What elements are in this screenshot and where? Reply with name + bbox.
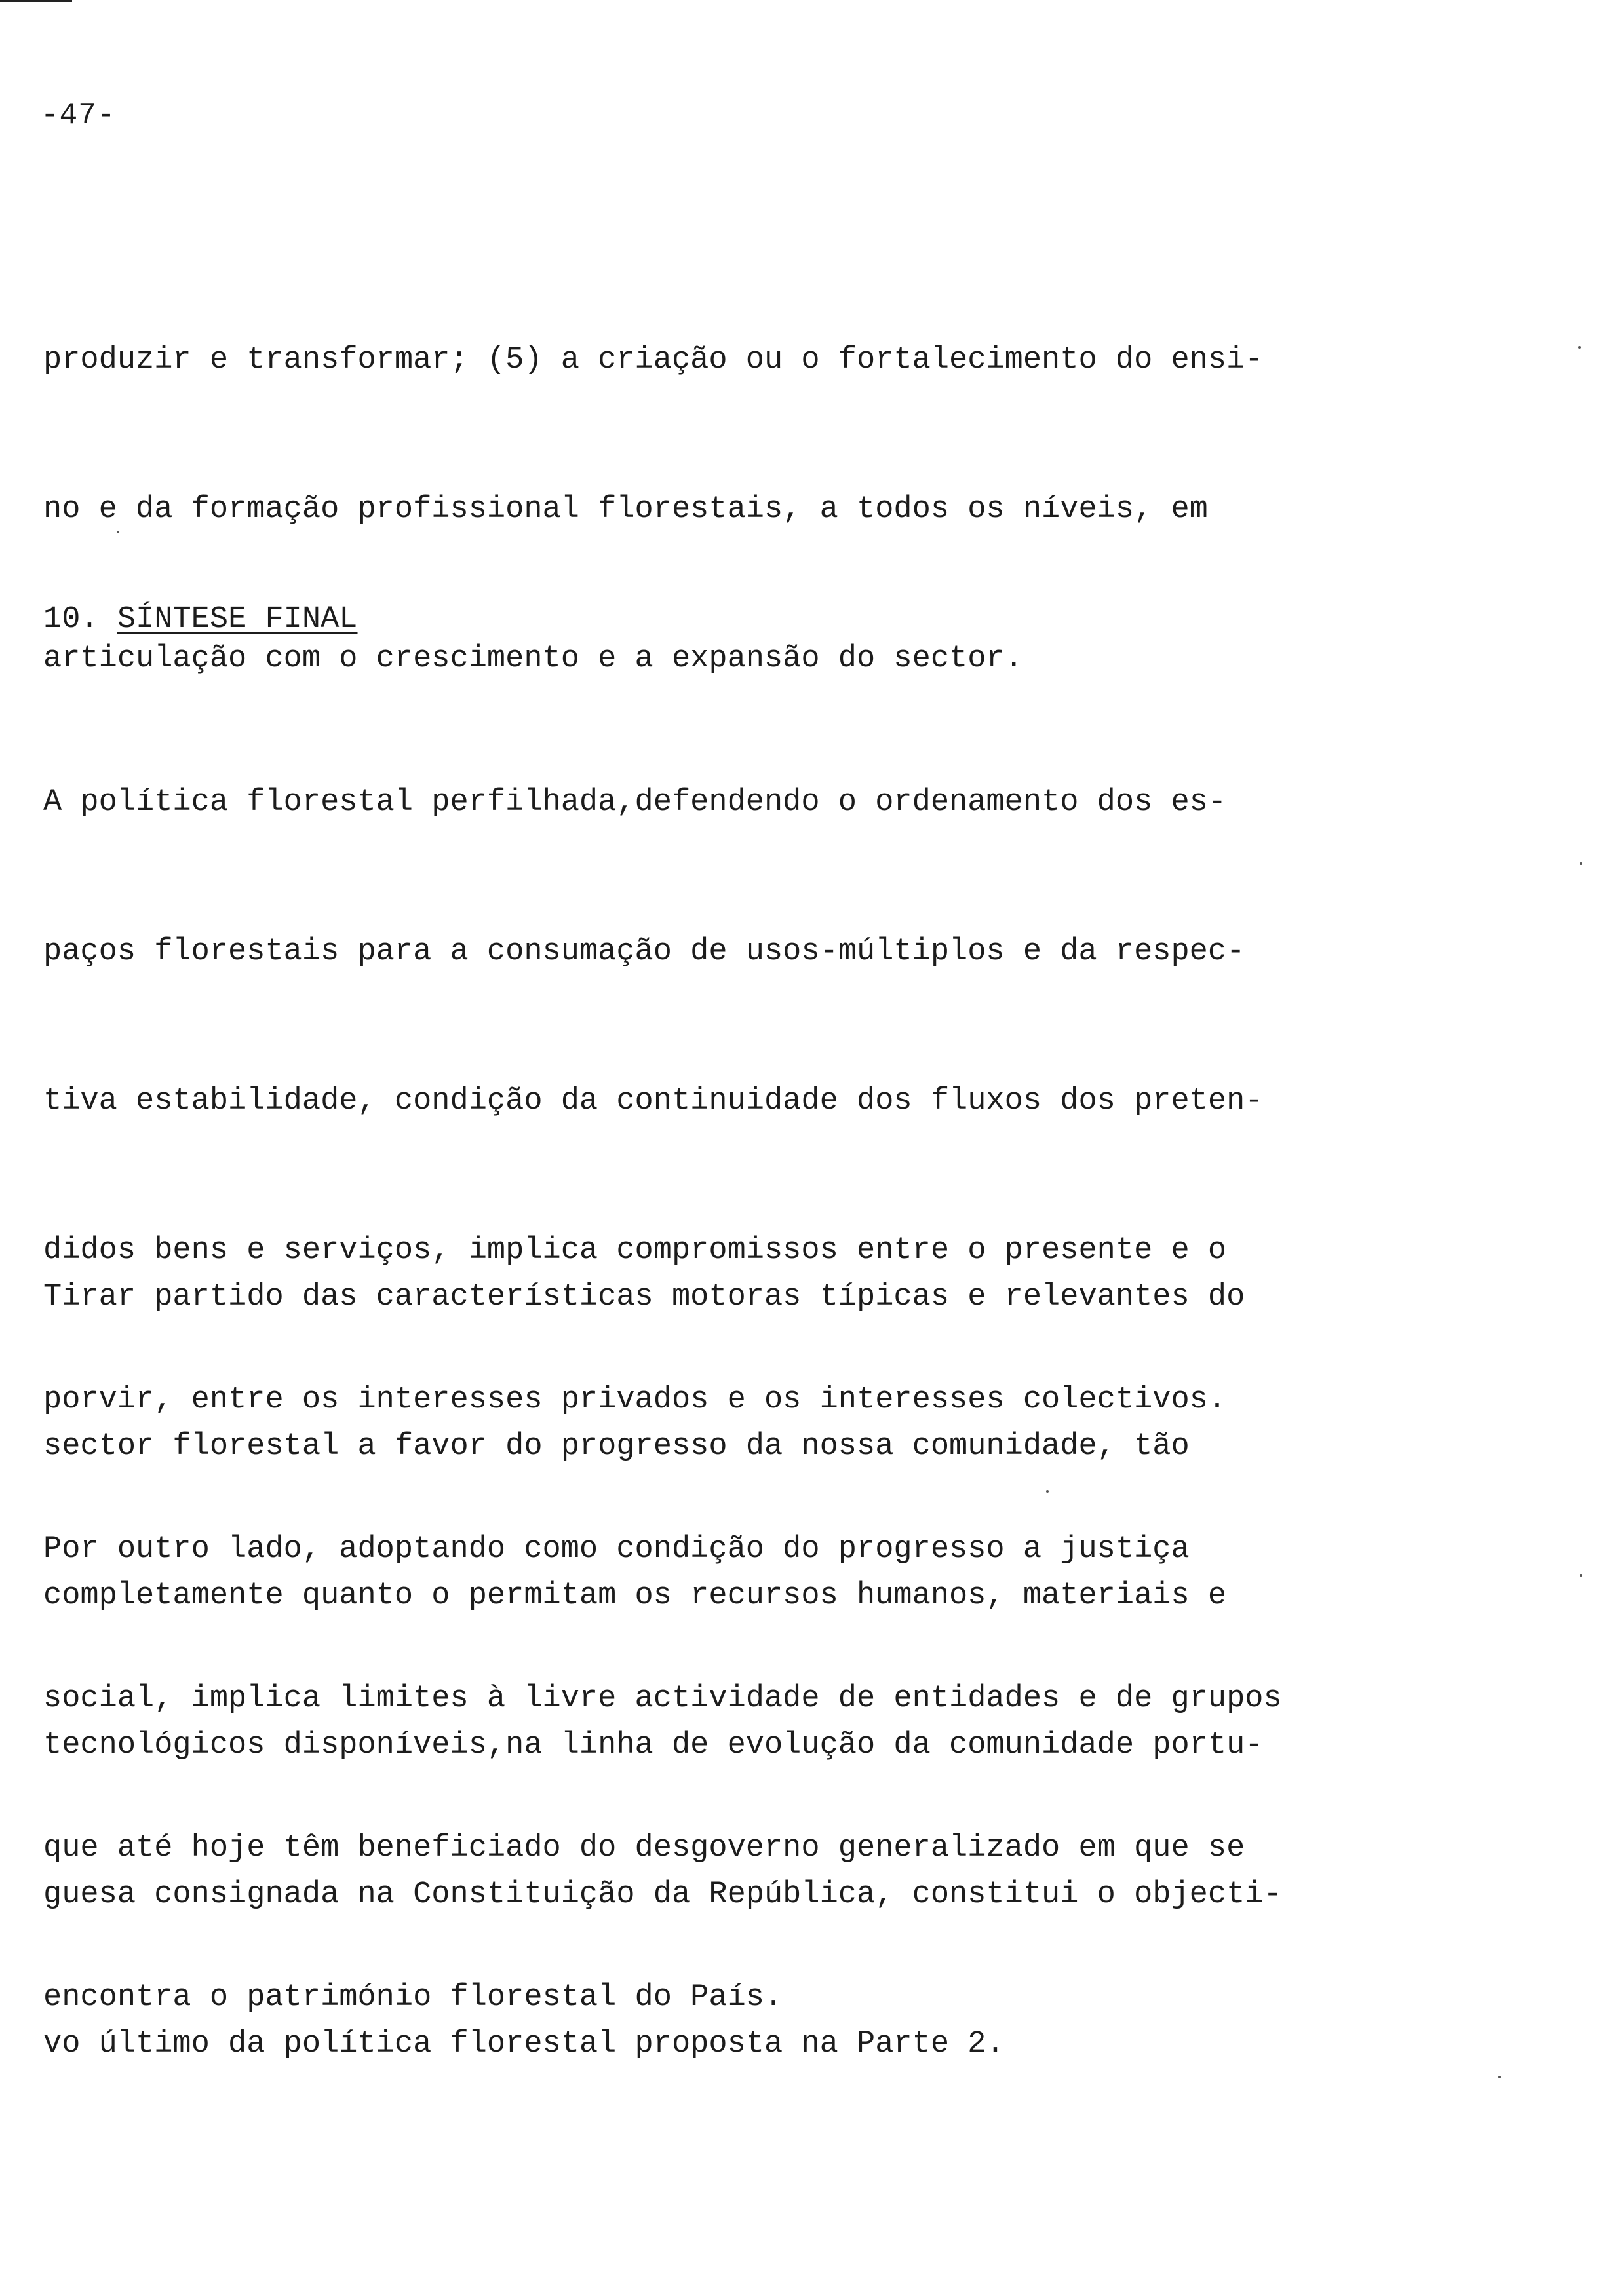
- paragraph-line: sector florestal a favor do progresso da nossa comunidade, tão: [43, 1429, 1190, 1464]
- paragraph-line: encontra o património florestal do País.: [43, 1980, 783, 2015]
- paragraph-line: didos bens e serviços, implica compromissos entre o presente e o: [43, 1233, 1227, 1268]
- paragraph-line: tiva estabilidade, condição da continuidade dos fluxos dos preten-: [43, 1084, 1264, 1119]
- scan-speck: [1046, 1490, 1049, 1493]
- intro-line: no e da formação profissional florestais, a todos os níveis, em: [43, 492, 1208, 527]
- intro-line: articulação com o crescimento e a expansão do sector.: [43, 641, 1023, 676]
- intro-paragraph: [43, 236, 1354, 734]
- paragraph-line: tecnológicos disponíveis,na linha de evolução da comunidade portu-: [43, 1728, 1264, 1763]
- scan-speck: [1498, 2076, 1501, 2078]
- paragraph-line: que até hoje têm beneficiado do desgoverno generalizado em que se: [43, 1831, 1245, 1866]
- paragraph-line: porvir, entre os interesses privados e os interesses colectivos.: [43, 1383, 1227, 1417]
- scan-speck: [1580, 1574, 1582, 1577]
- paragraph-line: A política florestal perfilhada,defendendo o ordenamento dos es-: [43, 785, 1227, 820]
- intro-line: produzir e transformar; (5) a criação ou o fortalecimento do ensi-: [43, 343, 1264, 377]
- top-rule: [0, 0, 72, 2]
- paragraph-line: Por outro lado, adoptando como condição do progresso a justiça: [43, 1532, 1190, 1567]
- paragraph-line: vo último da política florestal proposta na Parte 2.: [43, 2027, 1005, 2061]
- section-title: SÍNTESE FINAL: [117, 602, 358, 637]
- paragraph-2: [43, 1173, 1354, 2119]
- scan-speck: [1578, 346, 1581, 349]
- paragraph-line: completamente quanto o permitam os recursos humanos, materiais e: [43, 1578, 1227, 1613]
- paragraph-line: Tirar partido das características motoras típicas e relevantes do: [43, 1280, 1245, 1314]
- scan-speck: [117, 531, 119, 533]
- paragraph-line: social, implica limites à livre actividade de entidades e de grupos: [43, 1681, 1282, 1716]
- scan-speck: [1580, 862, 1582, 865]
- page-number: -47-: [41, 98, 116, 132]
- paragraph-line: guesa consignada na Constituição da República, constitui o objecti-: [43, 1877, 1282, 1912]
- section-heading: [43, 595, 358, 645]
- paragraph-line: paços florestais para a consumação de usos-múltiplos e da respec-: [43, 934, 1245, 969]
- section-number: 10.: [43, 602, 99, 637]
